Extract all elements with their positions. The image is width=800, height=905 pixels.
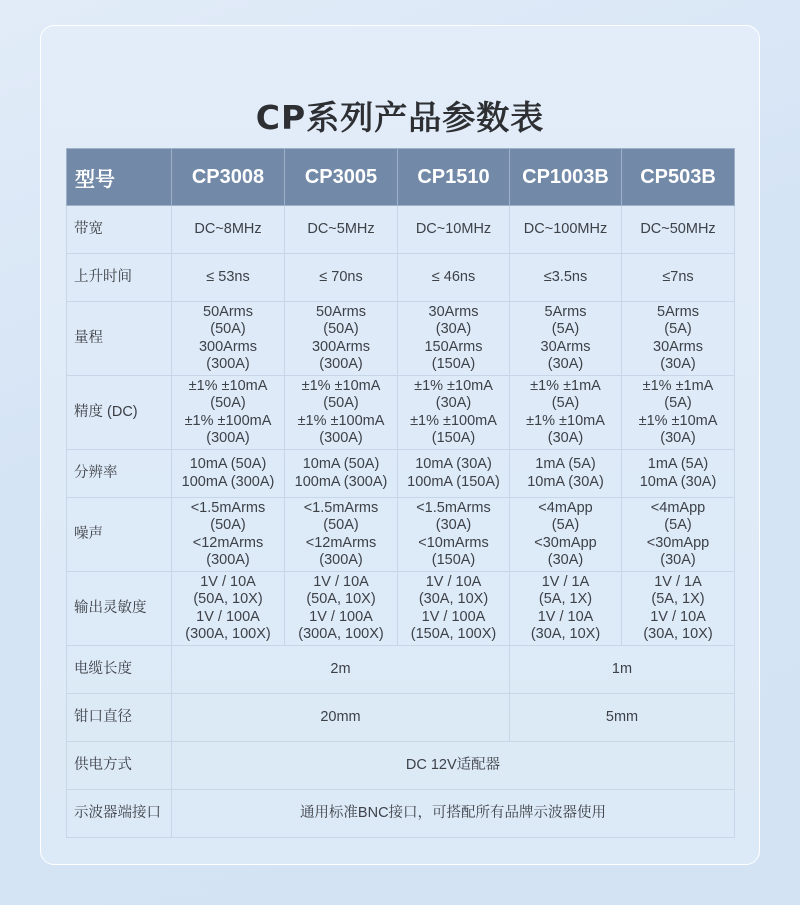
cell-line: 100mA (150A) [407, 473, 500, 490]
table-cell: DC~100MHz [510, 206, 622, 254]
table-cell: DC~50MHz [622, 206, 735, 254]
row-label: 噪声 [67, 498, 172, 572]
table-row-scope-interface [67, 790, 735, 838]
cell-line: ±1% ±10mA [188, 377, 268, 394]
table-cell [172, 572, 285, 646]
table-row-output-sensitivity [67, 572, 735, 646]
cell-line: 10mA (50A) [302, 456, 380, 472]
row-label: 供电方式 [67, 742, 172, 790]
cell-line: (5A) [551, 517, 580, 533]
table-cell [510, 376, 622, 450]
table-cell [398, 572, 510, 646]
cell-line: <12mArms [305, 534, 377, 551]
table-cell [285, 572, 398, 646]
table-cell: 5mm [510, 694, 735, 742]
table-cell: DC~8MHz [172, 206, 285, 254]
table-cell [622, 498, 735, 572]
cell-line: 1mA (5A) [647, 456, 709, 472]
cell-line: <1.5mArms [190, 499, 266, 516]
cell-line: 1V / 100A [309, 608, 373, 625]
cell-line: ±1% ±100mA [297, 412, 385, 429]
cell-line: (150A) [431, 430, 476, 446]
table-row-jaw-diameter [67, 694, 735, 742]
cell-line: (300A) [206, 430, 250, 446]
cell-line: (5A) [664, 395, 692, 411]
cell-line: (30A) [435, 321, 472, 337]
cell-line: (50A) [323, 395, 359, 411]
cell-line: (5A) [551, 395, 580, 411]
row-label: 分辨率 [67, 450, 172, 498]
table-row-noise [67, 498, 735, 572]
table-cell [510, 450, 622, 498]
cell-line: (300A) [206, 356, 250, 372]
cell-line: (50A) [323, 321, 359, 337]
cell-line: 1V / 10A [313, 573, 369, 590]
cell-line: 30Arms [653, 338, 703, 355]
header-label: 型号 [67, 149, 172, 206]
table-cell [285, 498, 398, 572]
cell-line: <30mApp [534, 534, 597, 551]
cell-line: (300A) [319, 356, 363, 372]
row-label: 电缆长度 [67, 646, 172, 694]
cell-line: 1V / 1A [541, 573, 590, 590]
cell-line: <30mApp [646, 534, 710, 551]
cell-line: (150A, 100X) [410, 626, 497, 642]
cell-line: (30A) [435, 395, 472, 411]
header-model-cp3008: CP3008 [172, 149, 285, 206]
table-cell: ≤7ns [622, 254, 735, 302]
cell-line: (30A) [660, 552, 696, 568]
cell-line: (5A) [551, 321, 580, 337]
row-label: 输出灵敏度 [67, 572, 172, 646]
table-cell [510, 302, 622, 376]
table-cell [398, 302, 510, 376]
cell-line: (150A) [431, 552, 476, 568]
table-cell [172, 302, 285, 376]
cell-line: (30A) [660, 356, 696, 372]
cell-line: 50Arms [203, 303, 253, 320]
cell-line: <1.5mArms [416, 499, 491, 516]
cell-line: 50Arms [316, 303, 366, 320]
table-cell: DC 12V适配器 [172, 742, 735, 790]
row-label: 量程 [67, 302, 172, 376]
table-cell [285, 450, 398, 498]
row-label: 示波器端接口 [67, 790, 172, 838]
cell-line: ±1% ±10mA [638, 412, 718, 429]
cell-line: (50A) [323, 517, 359, 533]
table-cell: DC~10MHz [398, 206, 510, 254]
cell-line: 1V / 10A [537, 608, 594, 625]
table-cell [398, 498, 510, 572]
cell-line: 1V / 10A [425, 573, 482, 590]
table-cell [398, 450, 510, 498]
cell-line: 1V / 100A [196, 608, 260, 625]
cell-line: 100mA (300A) [294, 473, 388, 490]
header-model-cp503b: CP503B [622, 149, 735, 206]
cell-line: 1V / 1A [654, 573, 702, 590]
cell-line: <4mApp [538, 499, 593, 516]
cell-line: 1V / 100A [421, 608, 486, 625]
cell-line: <4mApp [650, 499, 706, 516]
header-model-cp1003b: CP1003B [510, 149, 622, 206]
table-row-power-supply [67, 742, 735, 790]
cell-line: (50A) [210, 321, 246, 337]
cell-line: (300A) [319, 430, 363, 446]
cell-line: (50A, 10X) [193, 591, 263, 607]
row-label: 精度 (DC) [67, 376, 172, 450]
row-label: 钳口直径 [67, 694, 172, 742]
cell-line: 300Arms [311, 338, 371, 355]
table-cell: ≤3.5ns [510, 254, 622, 302]
cell-line: ±1% ±10mA [414, 377, 493, 394]
cell-line: (5A) [664, 321, 692, 337]
table-cell [285, 376, 398, 450]
table-row-accuracy [67, 376, 735, 450]
cell-line: 300Arms [198, 338, 258, 355]
row-label: 带宽 [67, 206, 172, 254]
table-cell [510, 498, 622, 572]
cell-line: <12mArms [192, 534, 264, 551]
cell-line: 150Arms [424, 338, 483, 355]
cell-line: 1V / 10A [650, 608, 706, 625]
row-label: 上升时间 [67, 254, 172, 302]
table-cell: 通用标准BNC接口，可搭配所有品牌示波器使用 [172, 790, 735, 838]
cell-line: 30Arms [428, 303, 479, 320]
table-row-rise-time [67, 254, 735, 302]
table-cell [622, 572, 735, 646]
cell-line: (30A) [660, 430, 696, 446]
table-cell: 2m [172, 646, 510, 694]
table-cell [622, 302, 735, 376]
table-cell [510, 572, 622, 646]
cell-line: ±1% ±100mA [410, 412, 497, 429]
table-cell [172, 498, 285, 572]
table-row-cable-length [67, 646, 735, 694]
cell-line: (300A, 100X) [185, 626, 271, 642]
header-model-cp3005: CP3005 [285, 149, 398, 206]
table-row-range [67, 302, 735, 376]
cell-line: (50A) [210, 517, 246, 533]
header-model-cp1510: CP1510 [398, 149, 510, 206]
cell-line: 10mA (30A) [639, 473, 717, 490]
table-cell: DC~5MHz [285, 206, 398, 254]
table-cell: 20mm [172, 694, 510, 742]
cell-line: <1.5mArms [303, 499, 379, 516]
table-row-bandwidth [67, 206, 735, 254]
table-cell [172, 376, 285, 450]
cell-line: ±1% ±1mA [530, 377, 601, 394]
table-header-row [67, 149, 735, 206]
cell-line: (300A) [206, 552, 250, 568]
cell-line: (150A) [431, 356, 476, 372]
spec-table [66, 148, 735, 838]
cell-line: 100mA (300A) [181, 473, 275, 490]
cell-line: (30A) [547, 430, 584, 446]
cell-line: (30A, 10X) [643, 626, 713, 642]
cell-line: ±1% ±100mA [184, 412, 272, 429]
table-cell [622, 450, 735, 498]
cell-line: (30A, 10X) [530, 626, 601, 642]
table-cell: ≤ 70ns [285, 254, 398, 302]
table-cell [622, 376, 735, 450]
cell-line: 10mA (30A) [527, 473, 604, 490]
cell-line: 30Arms [540, 338, 591, 355]
table-cell [398, 376, 510, 450]
table-cell: ≤ 53ns [172, 254, 285, 302]
cell-line: ±1% ±10mA [301, 377, 381, 394]
cell-line: 10mA (50A) [189, 456, 267, 472]
cell-line: 5Arms [544, 303, 587, 320]
table-cell [285, 302, 398, 376]
table-cell: 1m [510, 646, 735, 694]
cell-line: 1V / 10A [200, 573, 256, 590]
cell-line: (300A, 100X) [298, 626, 384, 642]
table-cell: ≤ 46ns [398, 254, 510, 302]
cell-line: (30A, 10X) [418, 591, 489, 607]
cell-line: 1mA (5A) [535, 456, 596, 472]
table-cell [172, 450, 285, 498]
cell-line: (50A) [210, 395, 246, 411]
cell-line: (5A) [664, 517, 692, 533]
cell-line: (50A, 10X) [306, 591, 376, 607]
cell-line: (30A) [547, 552, 584, 568]
cell-line: ±1% ±1mA [642, 377, 714, 394]
cell-line: (30A) [435, 517, 472, 533]
cell-line: 5Arms [657, 303, 699, 320]
page-title: CP系列产品参数表 [255, 98, 545, 137]
cell-line: (5A, 1X) [538, 591, 593, 607]
cell-line: ±1% ±10mA [526, 412, 605, 429]
cell-line: 10mA (30A) [415, 456, 492, 472]
cell-line: (30A) [547, 356, 584, 372]
cell-line: <10mArms [418, 534, 489, 551]
cell-line: (5A, 1X) [651, 591, 705, 607]
cell-line: (300A) [319, 552, 363, 568]
table-row-resolution [67, 450, 735, 498]
